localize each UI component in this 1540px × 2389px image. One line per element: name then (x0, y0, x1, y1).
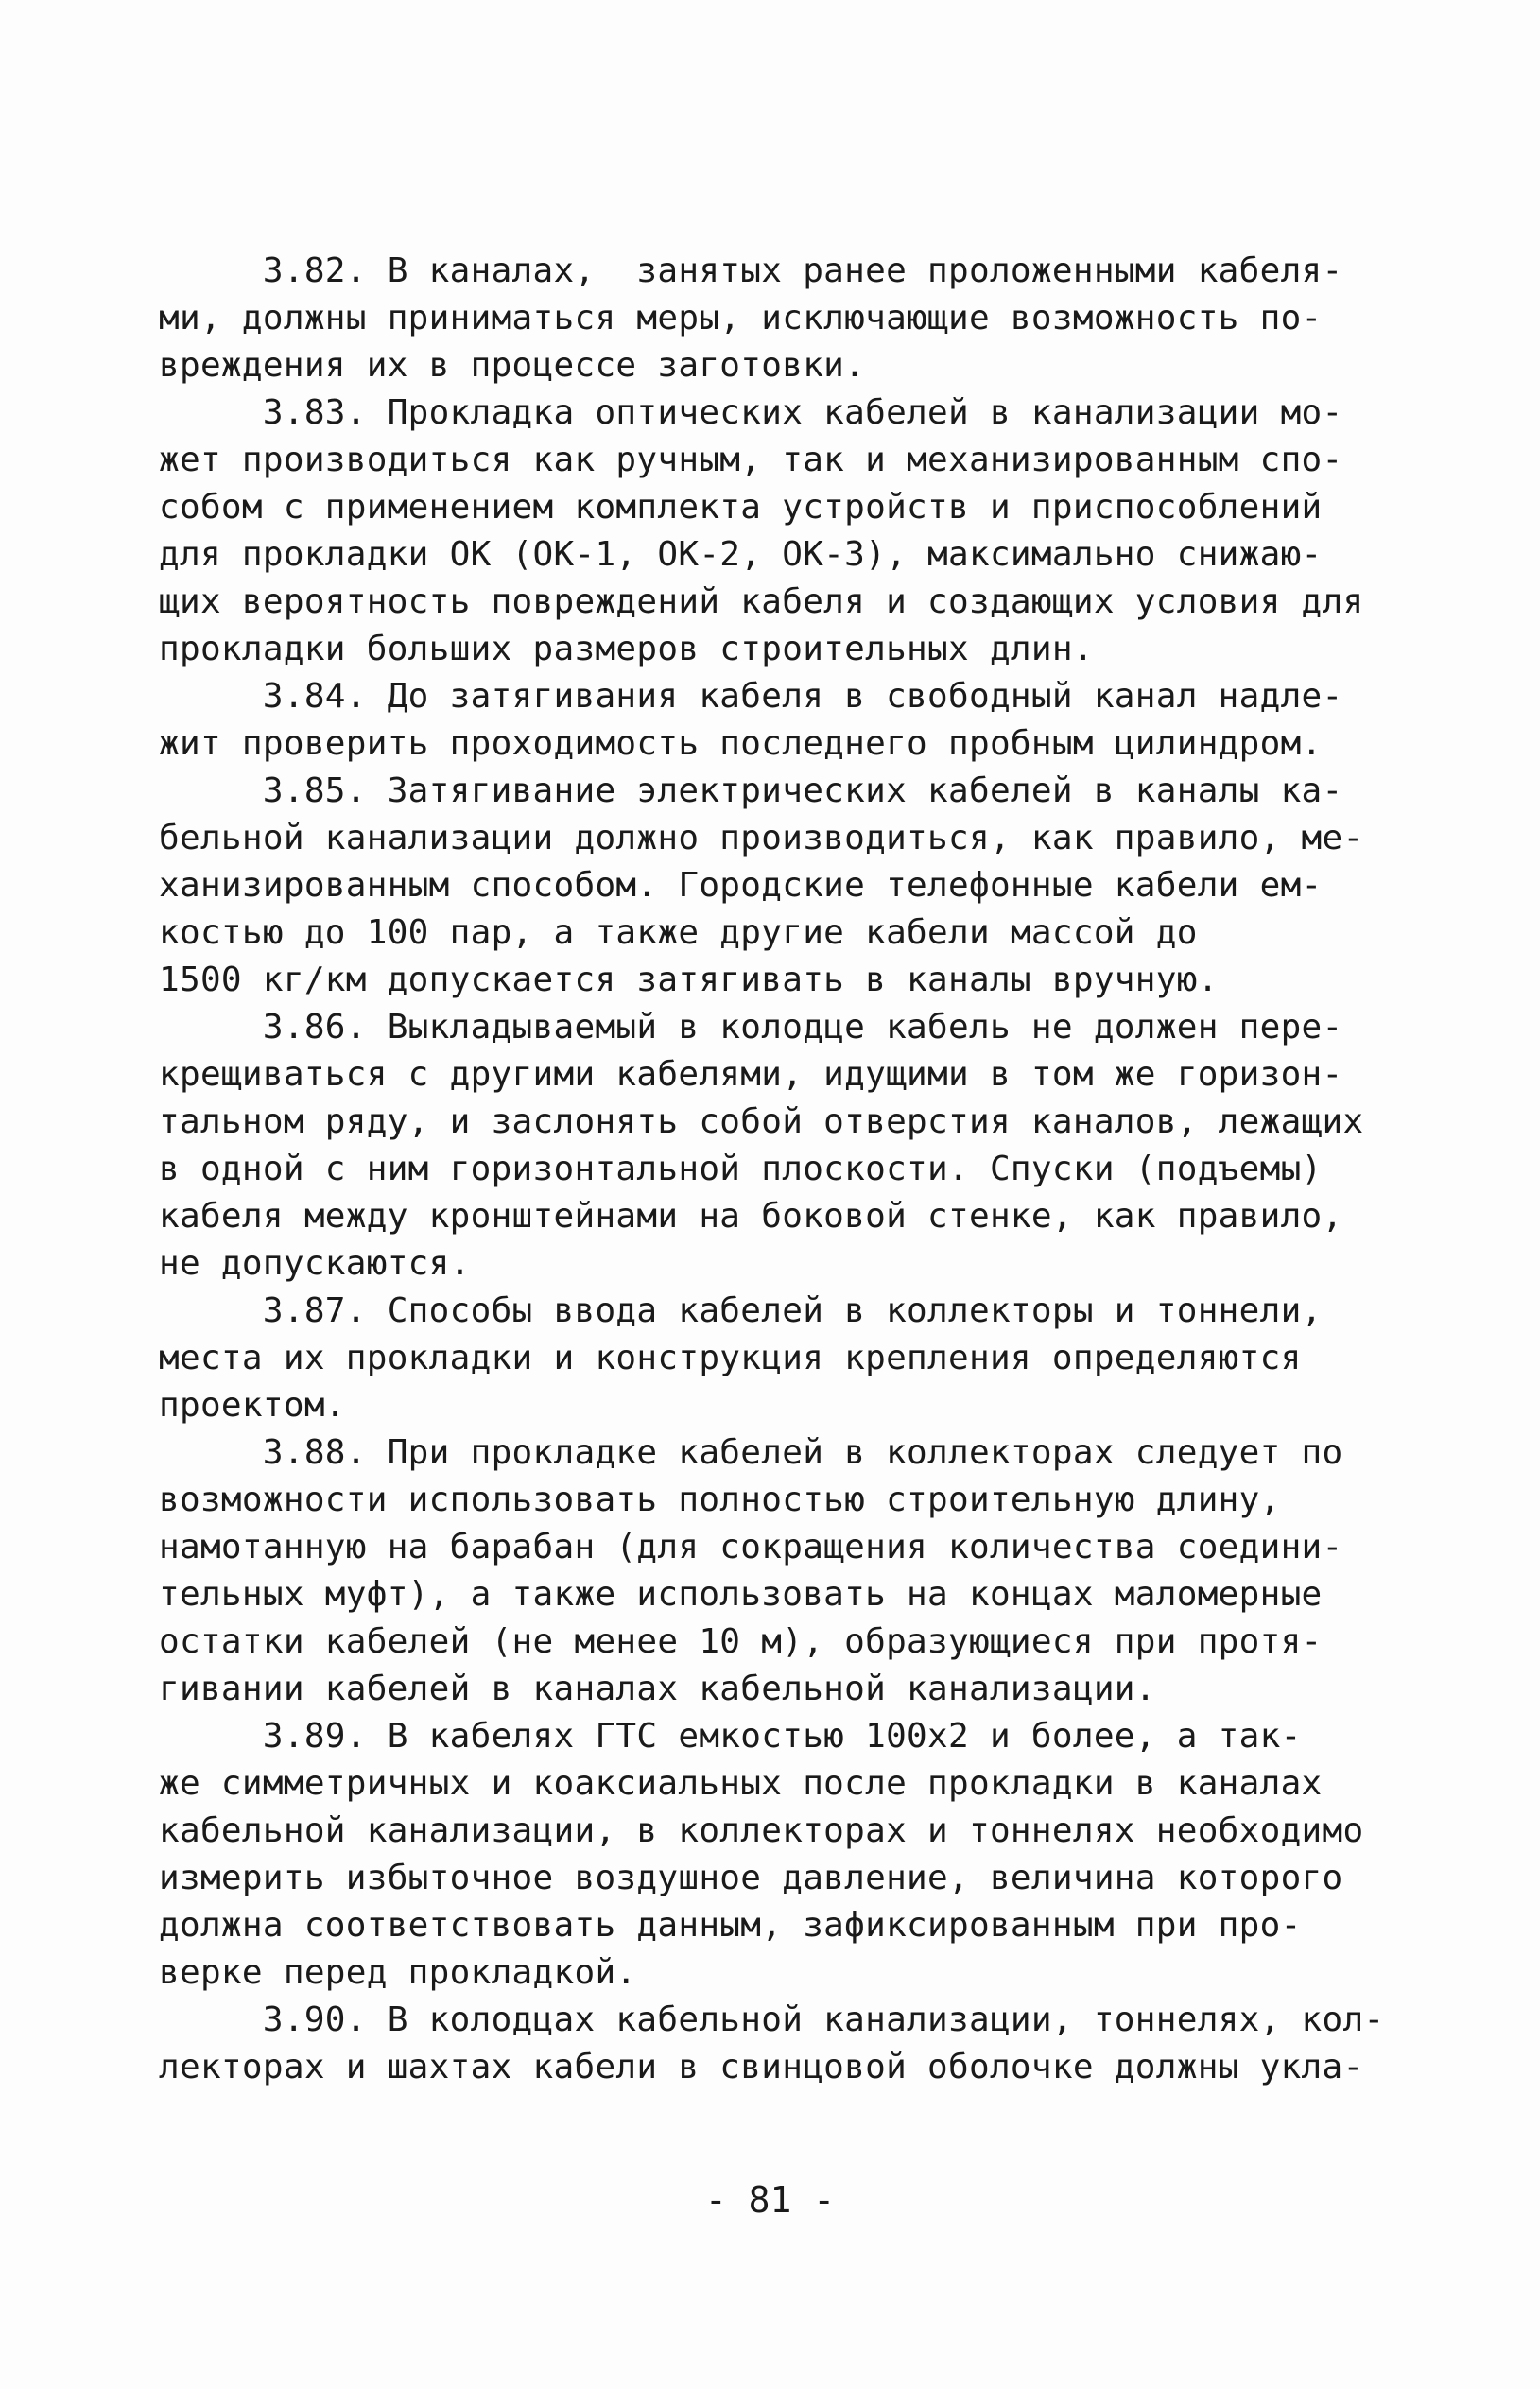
text-line: вреждения их в процессе заготовки. (159, 346, 866, 385)
text-line: 3.87. Способы ввода кабелей в коллекторы и тоннели, (159, 1291, 1323, 1330)
text-line: 3.89. В кабелях ГТС емкостью 100х2 и более, а так- (159, 1717, 1302, 1756)
text-line: остатки кабелей (не менее 10 м), образующиеся при протя- (159, 1622, 1323, 1661)
text-line: измерить избыточное воздушное давление, величина которого (159, 1859, 1343, 1897)
text-line: костью до 100 пар, а также другие кабели массой до (159, 913, 1198, 952)
paragraph (159, 1288, 1426, 1429)
text-line: лекторах и шахтах кабели в свинцовой оболочке должны укла- (159, 2048, 1364, 2086)
text-line: кабельной канализации, в коллекторах и тоннелях необходимо (159, 1811, 1364, 1850)
text-line: жит проверить проходимость последнего пробным цилиндром. (159, 724, 1323, 763)
paragraph (159, 1997, 1426, 2091)
text-line: проектом. (159, 1386, 346, 1425)
paragraph (159, 390, 1426, 673)
text-line: тельных муфт), а также использовать на концах маломерные (159, 1575, 1323, 1614)
text-line: должна соответствовать данным, зафиксированным при про- (159, 1906, 1302, 1945)
text-line: тальном ряду, и заслонять собой отверстия каналов, лежащих (159, 1102, 1364, 1141)
text-line: в одной с ним горизонтальной плоскости. Спуски (подъемы) (159, 1150, 1323, 1188)
text-line: 3.82. В каналах, занятых ранее проложенными кабеля- (159, 251, 1343, 290)
text-line: намотанную на барабан (для сокращения количества соедини- (159, 1528, 1343, 1567)
text-line: 3.88. При прокладке кабелей в коллекторах следует по (159, 1433, 1343, 1472)
text-line: 1500 кг/км допускается затягивать в каналы вручную. (159, 961, 1219, 999)
paragraph (159, 1429, 1426, 1713)
text-line: ханизированным способом. Городские телефонные кабели ем- (159, 866, 1323, 905)
text-line: 3.86. Выкладываемый в колодце кабель не должен пере- (159, 1008, 1343, 1047)
text-line: кабеля между кронштейнами на боковой стенке, как правило, (159, 1197, 1343, 1236)
text-line: жет производиться как ручным, так и механизированным спо- (159, 441, 1343, 479)
text-line: 3.83. Прокладка оптических кабелей в канализации мо- (159, 393, 1343, 432)
paragraph (159, 1713, 1426, 1997)
paragraph (159, 768, 1426, 1004)
text-line: 3.85. Затягивание электрических кабелей в каналы ка- (159, 771, 1343, 810)
text-line: для прокладки ОК (ОК-1, ОК-2, ОК-3), максимально снижаю- (159, 535, 1323, 574)
text-line: собом с применением комплекта устройств и приспособлений (159, 488, 1323, 527)
text-line: бельной канализации должно производиться, как правило, ме- (159, 819, 1364, 857)
text-line: крещиваться с другими кабелями, идущими в том же горизон- (159, 1055, 1343, 1094)
paragraph (159, 673, 1426, 768)
text-line: не допускаются. (159, 1244, 471, 1283)
text-line: возможности использовать полностью строительную длину, (159, 1480, 1281, 1519)
body-text (159, 248, 1426, 2091)
text-line: же симметричных и коаксиальных после прокладки в каналах (159, 1764, 1323, 1803)
text-line: места их прокладки и конструкция крепления определяются (159, 1339, 1302, 1377)
paragraph (159, 1004, 1426, 1288)
text-line: ми, должны приниматься меры, исключающие возможность по- (159, 299, 1323, 338)
text-line: 3.90. В колодцах кабельной канализации, тоннелях, кол- (159, 2000, 1385, 2039)
text-line: верке перед прокладкой. (159, 1953, 637, 1992)
page-number: - 81 - (704, 2179, 836, 2221)
text-line: 3.84. До затягивания кабеля в свободный канал надле- (159, 677, 1343, 716)
text-line: прокладки больших размеров строительных длин. (159, 630, 1094, 668)
text-line: гивании кабелей в каналах кабельной канализации. (159, 1670, 1156, 1708)
paragraph (159, 248, 1426, 390)
text-line: щих вероятность повреждений кабеля и создающих условия для (159, 582, 1364, 621)
